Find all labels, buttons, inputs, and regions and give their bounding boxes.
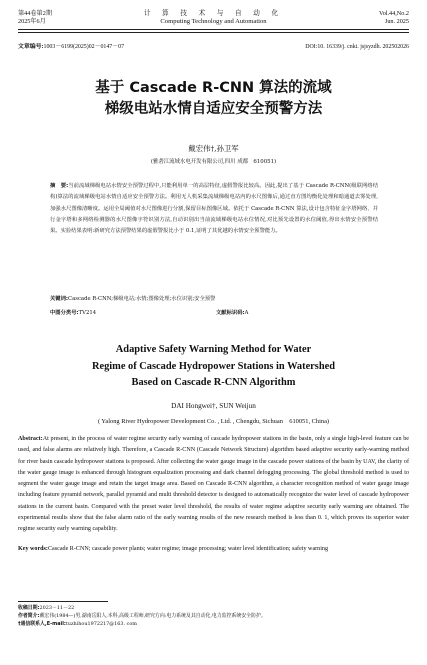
keywords-en <box>18 544 409 555</box>
corresponding-email[interactable]: tuzhihou1972217@163. com <box>65 621 137 627</box>
authors-en: DAI Hongwei†, SUN Weijun <box>171 402 256 410</box>
title-en-line-2: Regime of Cascade Hydropower Stations in Watershed <box>91 360 336 372</box>
affiliation-en: ( Yalong River Hydropower Development Co. , Ltd. , Chengdu, Sichuan 610051, China) <box>97 418 330 425</box>
header-rule-bottom <box>18 32 409 33</box>
volume-en: Vol.44,No.2 <box>379 10 409 17</box>
date-en: Jun. 2025 <box>384 18 409 25</box>
clc-value: TV214 <box>78 310 97 316</box>
title-en-line-3: Based on Cascade R-CNN Algorithm <box>131 377 296 388</box>
corresponding-author <box>18 620 266 628</box>
article-number <box>18 43 124 51</box>
received-date <box>18 604 266 612</box>
article-number-value: 1003－6199(2025)02－0147－07 <box>43 44 125 50</box>
paper-title-cn <box>0 78 427 120</box>
abstract-cn-text: 当前流域梯级电站水情安全预警过程中,只能利用单一的高层特征,虚假警报比较高。因此,提出了基于 Cascade R-CNN(级联网络结构)算法的流域梯级电站水情自适应安全预警方法。利用无人机采集流域梯级电站内的水尺图像后,通过直方图均衡化处理和暗通道去雾处理,加强水尺图像清晰度。运用全局阈值对水尺图像进行分割,保留目标图像区域。依托于 Cascade R-CNN 算法,设计包含特征金字塔网络、并行金字塔和多网络检测器的水尺图像字符识别方法,自动识别出当前流域梯级电站水位情况,对比预先设置的水位阈值,得出水情安全预警结果。实验结果表明:新研究方法预警结果的虚假警报比小于 0.1,证明了其优越的水情安全预警能力。 <box>50 183 378 235</box>
received-label: 收稿日期: <box>18 605 40 611</box>
doi: DOI:10. 16339/j. cnki. jsjsyzdh. 202502026 <box>305 44 409 50</box>
document-code-value: A <box>244 310 249 316</box>
running-header-right <box>379 10 409 26</box>
abstract-en-text: At present, in the process of water regime security early warning of cascade hydropower stations in the basin, only a single high-level feature can be used, and false alarms are relatively high. Therefore, a Cascade R-CNN (Cascade Network Structure) algorithm based adaptive security early-warning method for river basin cascade hydropower stations is proposed. After collecting the water gauge image in the cascade power stations of the basin by UAV, the clarity of the water gauge image is enhanced through histogram equalization processing and dark channel defogging processing. The global threshold method is used to segment the water gauge image and retain the target image area. Based on Cascade R-CNN algorithm, a character recognition method of water gauge image including feature pyramid network, parallel pyramid and multi threshold detector is designed to automatically recognize the water level of cascade hydropower stations in the current basin. Compared with the preset water level threshold, the results of water regime adaptive security early warning are obtained. The experimental results show that the false alarm ratio of the early warning results of the new research method is less than 0. 1, which proves its superior water regime security early warning capability. <box>18 436 409 533</box>
title-en-line-1: Adaptive Safety Warning Method for Water <box>115 344 312 355</box>
received-value: 2023－11－22 <box>39 605 75 611</box>
keywords-cn <box>50 295 380 304</box>
affiliation-cn: (雅砻江流域水电开发有限公司,四川 成都 610051) <box>150 159 277 165</box>
corresponding-label: †通信联系人,E-mail: <box>18 621 66 627</box>
keywords-cn-label: 关键词: <box>50 296 69 302</box>
paper-title-en <box>0 342 427 392</box>
running-header-center <box>0 10 427 26</box>
abstract-en-label: Abstract: <box>18 436 43 442</box>
author-bio <box>18 612 266 620</box>
article-number-label: 文章编号: <box>18 44 44 50</box>
bio-label: 作者简介: <box>18 613 40 619</box>
header-rule-top <box>18 29 409 30</box>
keywords-en-text: Cascade R-CNN; cascade power plants; water regime; image processing; water level identification; safety warning <box>47 546 329 552</box>
title-cn-line-2: 梯级电站水情自适应安全预警方法 <box>104 101 323 117</box>
bio-text: 戴宏伟(1984—)男,湖南岳阳人,本科,高级工程师,研究方向:电力系统及其自动化,电力监控系统安全防护。 <box>39 613 266 619</box>
keywords-cn-text: Cascade R-CNN;梯级电站;水情;图像处理;水位识别;安全预警 <box>68 296 216 302</box>
clc-label: 中图分类号: <box>50 310 79 316</box>
journal-name-cn: 计 算 技 术 与 自 动 化 <box>143 10 284 17</box>
document-code <box>216 309 248 318</box>
footnotes <box>18 604 266 628</box>
abstract-en <box>18 434 409 536</box>
journal-name-en: Computing Technology and Automation <box>160 18 267 25</box>
authors-cn: 戴宏伟†,孙卫军 <box>188 144 239 153</box>
footnote-rule <box>18 601 108 602</box>
clc-number <box>50 309 96 318</box>
volume-cn: 第44卷第2期 <box>18 10 53 17</box>
title-cn-line-1: 基于 Cascade R-CNN 算法的流域 <box>95 80 332 96</box>
abstract-cn-label: 摘 要: <box>50 183 69 189</box>
document-code-label: 文献标识码: <box>216 310 245 316</box>
date-cn: 2025年6月 <box>18 18 46 25</box>
abstract-cn <box>50 181 378 237</box>
keywords-en-label: Key words: <box>18 546 48 552</box>
